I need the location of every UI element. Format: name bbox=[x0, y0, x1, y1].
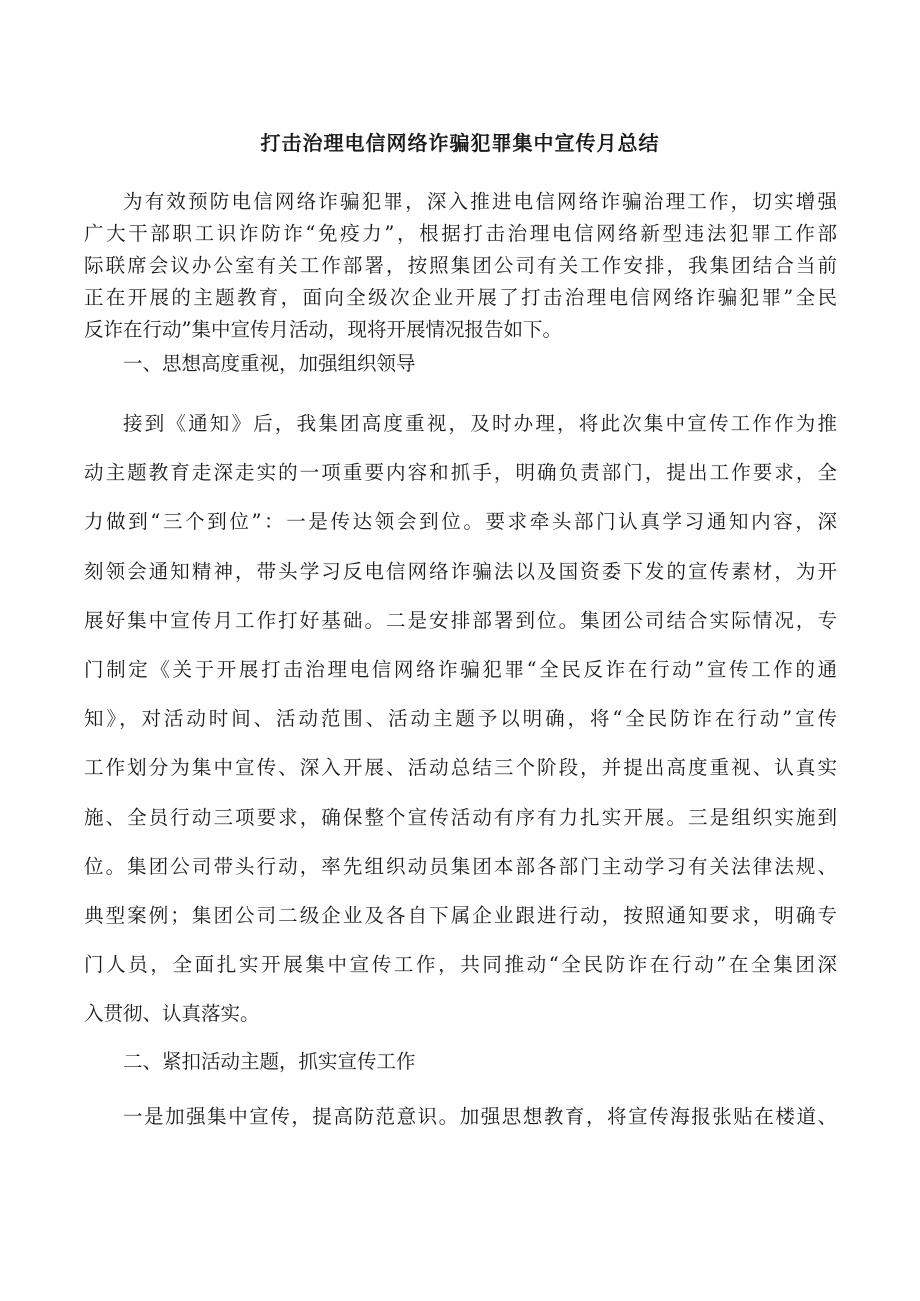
paragraph-line: 入贯彻、认真落实。 bbox=[84, 1002, 260, 1026]
section-heading-text: 二、紧扣活动主题，抓实宣传工作 bbox=[123, 1050, 416, 1073]
section-2-paragraph bbox=[84, 1101, 837, 1133]
paragraph-line: 际联席会议办公室有关工作部署，按照集团公司有关工作安排，我集团结合当前 bbox=[84, 254, 837, 277]
section-heading-1 bbox=[84, 348, 837, 380]
section-heading-2 bbox=[84, 1046, 837, 1078]
paragraph-line: 展好集中宣传月工作打好基础。二是安排部署到位。集团公司结合实际情况，专 bbox=[84, 608, 837, 632]
paragraph-line: 位。集团公司带头行动，率先组织动员集团本部各部门主动学习有关法律法规、 bbox=[84, 854, 837, 878]
paragraph-line: 力做到“三个到位”：一是传达领会到位。要求牵头部门认真学习通知内容，深 bbox=[84, 510, 837, 534]
paragraph-line: 广大干部职工识诈防诈“免疫力”，根据打击治理电信网络新型违法犯罪工作部 bbox=[84, 222, 837, 245]
paragraph-line: 动主题教育走深走实的一项重要内容和抓手，明确负责部门，提出工作要求，全 bbox=[84, 461, 837, 485]
section-heading-text: 一、思想高度重视，加强组织领导 bbox=[123, 352, 416, 375]
paragraph-line: 工作划分为集中宣传、深入开展、活动总结三个阶段，并提出高度重视、认真实 bbox=[84, 756, 837, 780]
paragraph-line: 一是加强集中宣传，提高防范意识。加强思想教育，将宣传海报张贴在楼道、 bbox=[123, 1105, 837, 1128]
paragraph-line: 门人员，全面扎实开展集中宣传工作，共同推动“全民防诈在行动”在全集团深 bbox=[84, 953, 837, 977]
paragraph-line: 刻领会通知精神，带头学习反电信网络诈骗法以及国资委下发的宣传素材，为开 bbox=[84, 559, 837, 583]
section-1-paragraph bbox=[84, 399, 837, 1039]
paragraph-line: 门制定《关于开展打击治理电信网络诈骗犯罪“全民反诈在行动”宣传工作的通 bbox=[84, 658, 837, 682]
paragraph-line: 知》，对活动时间、活动范围、活动主题予以明确，将“全民防诈在行动”宣传 bbox=[84, 707, 837, 731]
paragraph-line: 正在开展的主题教育，面向全级次企业开展了打击治理电信网络诈骗犯罪”全民 bbox=[84, 286, 837, 309]
paragraph-line: 接到《通知》后，我集团高度重视，及时办理，将此次集中宣传工作作为推 bbox=[123, 412, 837, 435]
paragraph-line: 施、全员行动三项要求，确保整个宣传活动有序有力扎实开展。三是组织实施到 bbox=[84, 805, 837, 829]
paragraph-line: 典型案例；集团公司二级企业及各自下属企业跟进行动，按照通知要求，明确专 bbox=[84, 904, 837, 928]
paragraph-line: 反诈在行动”集中宣传月活动，现将开展情况报告如下。 bbox=[84, 318, 562, 341]
document-title: 打击治理电信网络诈骗犯罪集中宣传月总结 bbox=[260, 131, 660, 155]
paragraph-line: 为有效预防电信网络诈骗犯罪，深入推进电信网络诈骗治理工作，切实增强 bbox=[123, 190, 837, 213]
intro-paragraph bbox=[84, 186, 837, 346]
